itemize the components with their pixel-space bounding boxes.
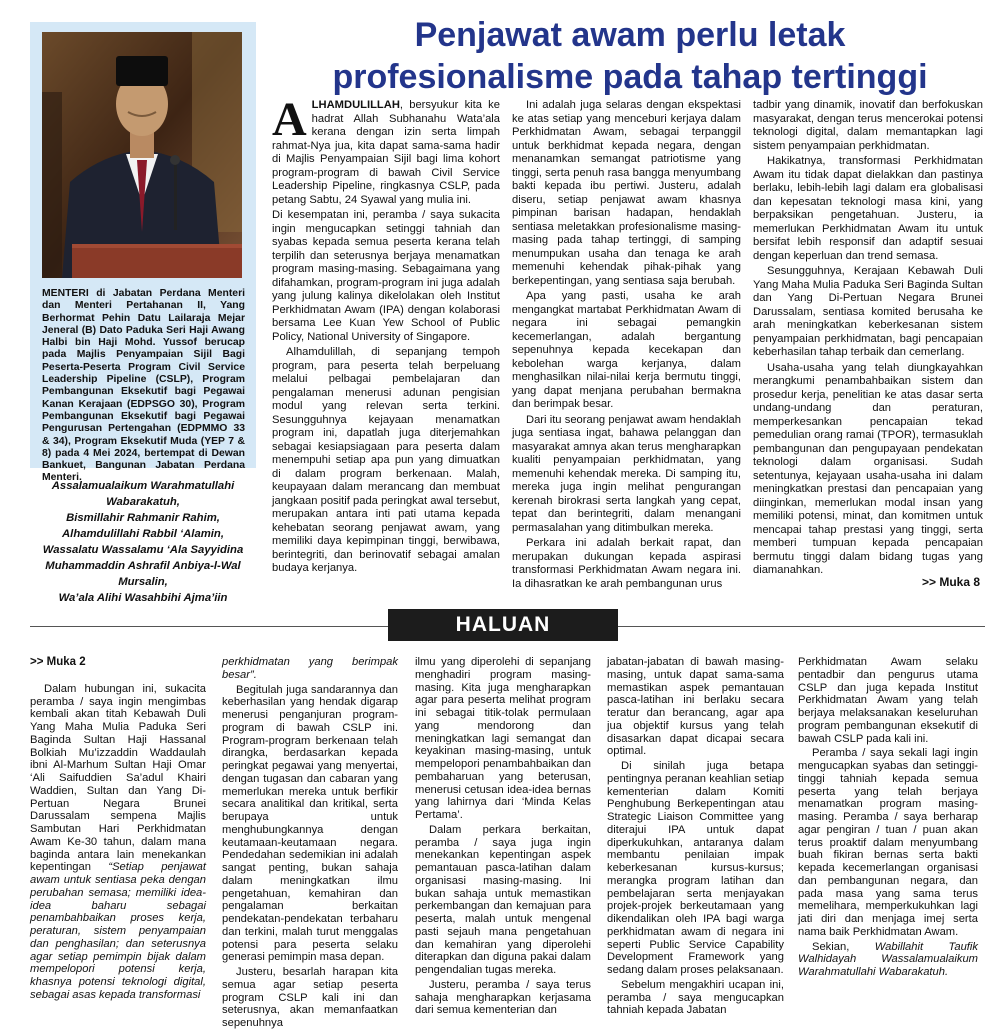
article-paragraph: Di kesempatan ini, peramba / saya sukacita ingin mengucapkan setinggi tahniah dan syabas kepada semua peserta kerana telah terpilih dan seterusnya berjaya menamatkan program masing-masing. Sebagaimana yang difahamkan, program-program ini juga adalah yang julung kalinya dikelolakan oleh Institut Perkhidmatan Awam (IPA) dengan kolaborasi bersama Lee Kuan Yew School of Public Policy, National University of Singapore. [272,209,500,343]
section-label: HALUAN [388,609,618,641]
article-paragraph: Sesungguhnya, Kerajaan Kebawah Duli Yang Maha Mulia Paduka Seri Baginda Sultan dan Yang Di-Pertuan Negara Brunei Darussalam, sentiasa komited berusaha ke arah meningkatkan keberkesanan sistem penyampaian perkhidmatan, bagi pencapaian keberhasilan tahap terbaik dan cemerlang. [753,265,983,358]
article-paragraph: Usaha-usaha yang telah diungkayahkan merangkumi penambahbaikan sistem dan prosedur kerja, penelitian ke atas dasar serta undang-undang dan peraturan, memperkesankan pencapaian tekad pemedulian orang ramai (TPOR), termasuklah pembangunan dan pengupayaan pendekatan teknologi dalam organisasi. Sudah setentunya, kejayaan usaha-usaha ini dalam meningkatkan prestasi dan pencapaian yang diinginkan, memerlukan modal insan yang memiliki potensi, minat, dan komitmen untuk mencapai tahap prestasi yang tinggi, serta memberi tumpuan kepada pencapaian bermutu tinggi dalam bidang tugas yang diamanahkan. [753,361,983,576]
drop-cap: A [272,93,307,146]
headline-line-2: profesionalisme pada tahap tertinggi [332,58,928,96]
article-column-3 [753,99,983,579]
headline [272,14,988,98]
continued-label: >> Muka 8 [921,575,980,589]
article-paragraph: Begitulah juga sandarannya dan keberhasilan yang hendak digarap menerusi penganjuran program-program di bawah CSLP ini. Program-program berkenaan telah dirangka, berdasarkan kepada peringkat pegawai yang menyertai, dengan tugasan dan cabaran yang memerlukan mereka untuk berfikir secara analitikal dan kritikal, serta berupaya untuk menghubungkannya dengan keutamaan-keutamaan negara. Pendedahan sedemikian ini adalah sangat penting, bukan sahaja dalam meningkatkan ilmu pengetahuan, kemahiran dan pengalaman berkaitan pendekatan-pendekatan terbaharu dan terkini, malah turut menggalas potensi para peserta selaku generasi pemimpin masa depan. [222,683,398,964]
minister-photo [42,32,242,278]
article-column-2 [512,99,741,591]
photo-panel [30,22,256,484]
article-paragraph: Justeru, besarlah harapan kita semua agar setiap peserta program CSLP kali ini dan seterusnya, akan memanfaatkan sepenuhnya [222,966,398,1029]
salutation-line: Bismillahir Rahmanir Rahim, [66,512,220,524]
article-paragraph: Sebelum mengakhiri ucapan ini, peramba / saya mengucapkan tahniah kepada Jabatan [607,978,784,1017]
article-paragraph: Peramba / saya sekali lagi ingin mengucapkan syabas dan setinggi-tinggi tahniah kepada semua peserta yang telah berjaya menamatkan program masing-masing. Peramba / saya berharap agar pengiran / tuan / puan akan terus proaktif dalam menyumbang buah fikiran bernas serta bakti kepada kecemerlangan organisasi dan pembangunan negara, dan pada masa yang sama terus memelihara, memperkukuhkan lagi jati diri dan menjaga imej serta nama baik Perkhidmatan Awam. [798,747,978,938]
continued-column-5 [798,656,978,1016]
continued-from-label: >> Muka 2 [30,656,86,668]
article-column-1 [272,93,500,591]
salutation-line: Wa’ala Alihi Wasahbihi Ajma’iin [58,592,228,604]
article-paragraph [30,683,206,1002]
lead-text: , bersyukur kita ke hadrat Allah Subhanahu Wata’ala kerana dengan izin serta limpah rahmat-Nya jua, kita dapat sama-sama hadir di Majlis Penyampaian Sijil bagi lima kohort program-program di bawah Civil Service Leadership Pipeline, ringkasnya CSLP, pada petang Sabtu, 24 Syawal yang mulia ini. [272,99,500,206]
article-paragraph: Dari itu seorang penjawat awam hendaklah juga sentiasa ingat, bahawa pelanggan dan masyarakat amnya akan terus mengharapkan kualiti penyampaian perkhidmatan, yang memenuhi kehendak mereka. Di samping itu, mereka juga ingin melihat pengurangan kerenah birokrasi serta langkah yang cepat, tepat dan berintegriti, dalam menangani permasalahan yang ditimbulkan mereka. [512,413,741,534]
article-paragraph: jabatan-jabatan di bawah masing-masing, untuk dapat sama-sama memastikan aspek pemantauan pasca-latihan ini berlaku secara teratur dan berancang, agar apa jua objektif kursus yang telah disasarkan dapat dicapai secara optimal. [607,656,784,758]
continued-column-2 [222,656,398,1029]
article-paragraph: Justeru, peramba / saya terus sahaja mengharapkan kerjasama dari semua kementerian dan [415,978,591,1017]
article-paragraph: Perkhidmatan Awam selaku pentadbir dan pengurus utama CSLP dan juga kepada Institut Perkhidmatan Awam yang telah berjaya melaksanakan keseluruhan program pembangunan eksekutif di bawah CSLP pada kali ini. [798,656,978,745]
royal-quote: “Setiap penjawat awam untuk sentiasa peka dengan perubahan semasa; memiliki idea-idea baharu sebagai penambahbaikan proses kerja, peraturan, sistem penyampaian dan penghasilan; dan seterusnya agar setiap pemimpin bijak dalam mempelopori potensi kerja, khasnya potensi teknologi digital, sebagai asas kepada transformasi [30,861,206,1001]
article-paragraph: Perkara ini adalah berkait rapat, dan merupakan dukungan kepada aspirasi transformasi Perkhidmatan Awam negara ini. Ia dihasratkan ke arah pembangunan urus [512,537,741,590]
salutation-line: Wassalatu Wassalamu ‘Ala Sayyidina Muhammaddin Ashrafil Anbiya-l-Wal Mursalin, [42,544,244,588]
headline-line-1: Penjawat awam perlu letak [414,16,846,54]
salutation-block [32,478,254,606]
continued-column-1 [30,656,206,1016]
article-paragraph: Apa yang pasti, usaha ke arah mengangkat martabat Perkhidmatan Awam di negara ini sebagai pemangkin kecemerlangan, adalah bergantung sepenuhnya kepada kecekapan dan kebolehan warga kerjanya, dalam menghasilkan nilai-nilai kerja bermutu tinggi, yang dapat menjana perubahan bermakna dan berimpak besar. [512,290,741,410]
royal-quote-end: perkhidmatan yang berimpak besar”. [222,656,398,681]
salutation-line: Alhamdulillahi Rabbil ‘Alamin, [62,528,224,540]
minister-portrait-image [42,32,242,278]
closing-prefix: Sekian, [812,940,875,953]
continued-column-4 [607,656,784,1016]
article-lead-paragraph [272,93,500,207]
article-paragraph: Hakikatnya, transformasi Perkhidmatan Awam itu tidak dapat dielakkan dan pastinya berlaku, lebih-lebih lagi dalam era globalisasi dan kepesatan teknologi masa kini, yang berpaksikan pengetahuan. Justeru, ia memerlukan Perkhidmatan Awam itu untuk bersifat lebih responsif dan adaptif sesuai dengan keperluan dan trend semasa. [753,155,983,262]
closing-paragraph [798,941,978,979]
article-paragraph: ilmu yang diperolehi di sepanjang menghadiri program masing-masing. Kita juga mengharapkan agar para peserta melihat program ini sebagai titik-tolak permulaan yang mendorong dan meningkatkan lagi semangat dan keyakinan masing-masing, untuk mempelopori penambahbaikan dan pembaharuan yang beterusan, menerusi cetusan idea-idea bernas yang lahirnya dari ‘Minda Kelas Pertama’. [415,656,591,821]
closing-salutation: Wabillahit Taufik Walhidayah Wassalamualaikum Warahmatullahi Wabarakatuh. [798,940,978,978]
article-paragraph: Alhamdulillah, di sepanjang tempoh program, para peserta telah berpeluang melalui pelbagai pembelajaran dan pengalaman menerusi adunan pengisian modul yang relevan serta terkini. Sesungguhnya kejayaan menamatkan program ini, dapatlah juga diterjemahkan sebagai kesiapsiagaan para peserta dalam menempuhi setiap apa pun yang dimuatkan di dalam program berkenaan. Malah, keupayaan dalam merancang dan membuat jangkaan positif pada peringkat awal tersebut, merupakan antara inti pati utama kepada kehebatan seorang penjawat awam, yang memiliki daya kepimpinan tinggi, berwibawa, berintegriti, dan berinovatif sebagai amalan budaya kerjanya. [272,346,500,574]
salutation-line: Assalamualaikum Warahmatullahi Wabarakatuh, [51,480,235,508]
lead-word: LHAMDULILLAH [311,99,400,111]
continued-column-3 [415,656,591,1016]
photo-caption: MENTERI di Jabatan Perdana Menteri dan Menteri Pertahanan II, Yang Berhormat Pehin Datu Lailaraja Mejar Jeneral (B) Dato Paduka Seri Haji Awang Halbi bin Haji Mohd. Yussof berucap pada Majlis Penyampaian Sijil Bagi Peserta-Peserta Program Civil Service Leadership Pipeline (CSLP), Program Pembangunan Eksekutif bagi Pegawai Kanan Kerajaan (EDPSGO 30), Program Pembangunan Eksekutif bagi Pegawai Pengurusan Pertengahan (EDPMMO 33 & 34), Program Eksekutif Muda (YEP 7 & 8) pada 4 Mei 2024, bertempat di Dewan Bankuet, Bangunan Jabatan Perdana Menteri. [42,288,245,484]
article-paragraph: Dalam perkara berkaitan, peramba / saya juga ingin menekankan kepentingan aspek pemantauan pasca-latihan dalam organisasi masing-masing. Ini bukan sahaja untuk memastikan perkembangan dan kemajuan para peserta, malah untuk mengenal pasti sejauh mana pengetahuan dan kemahiran yang diperolehi diterapkan dan diguna pakai dalam pengendalian tugas mereka. [415,823,591,976]
article-paragraph: Di sinilah juga betapa pentingnya peranan keahlian setiap kementerian dalam Komiti Penghubung Berkepentingan atau Strategic Liaison Committee yang diterajui IPA untuk dapat diperkukuhkan, antaranya dalam membantu penilaian impak keberkesanan kursus-kursus; merangka program latihan dan pembelajaran serta menjayakan projek-projek berkeutamaan yang dikendalikan oleh IPA bagi warga perkhidmatan awam di negara ini seperti Public Service Capability Development Framework yang sedang dalam proses pelaksanaan. [607,760,784,976]
paragraph-text: Dalam hubungan ini, sukacita peramba / saya ingin mengimbas kembali akan titah Kebawah Duli Yang Maha Mulia Paduka Seri Baginda Sultan Haji Hassanal Bolkiah Mu’izzaddin Waddaulah ibni Al-Marhum Sultan Haji Omar ‘Ali Saifuddien Sa’adul Khairi Waddien, Sultan dan Yang Di-Pertuan Negara Brunei Darussalam sempena Majlis Sambutan Hari Perkhidmatan Awam Ke-30 tahun, dalam mana baginda antara lain menekankan kepentingan [30,682,206,874]
article-paragraph: Ini adalah juga selaras dengan ekspektasi ke atas setiap yang menceburi kerjaya dalam Perkhidmatan Awam, sebagai terpanggil untuk berkhidmat kepada negara, dengan menanamkan semangat patriotisme yang tinggi, serta penuh rasa bangga menyumbang bakti kepada ibu pertiwi. Justeru, adalah diseru, setiap penjawat awam khasnya pimpinan barisan hadapan, hendaklah sentiasa meletakkan profesionalisme masing-masing pada tahap tertinggi, di samping menumpukan usaha dan tenaga ke arah memenuhi kehendak pihak-pihak yang berkepentingan, yang sentiasa saja berubah. [512,99,741,287]
article-paragraph: tadbir yang dinamik, inovatif dan berfokuskan masyarakat, dengan terus mencerokai potensi teknologi digital, dalam memantapkan lagi sistem penyampaian perkhidmatan. [753,99,983,152]
